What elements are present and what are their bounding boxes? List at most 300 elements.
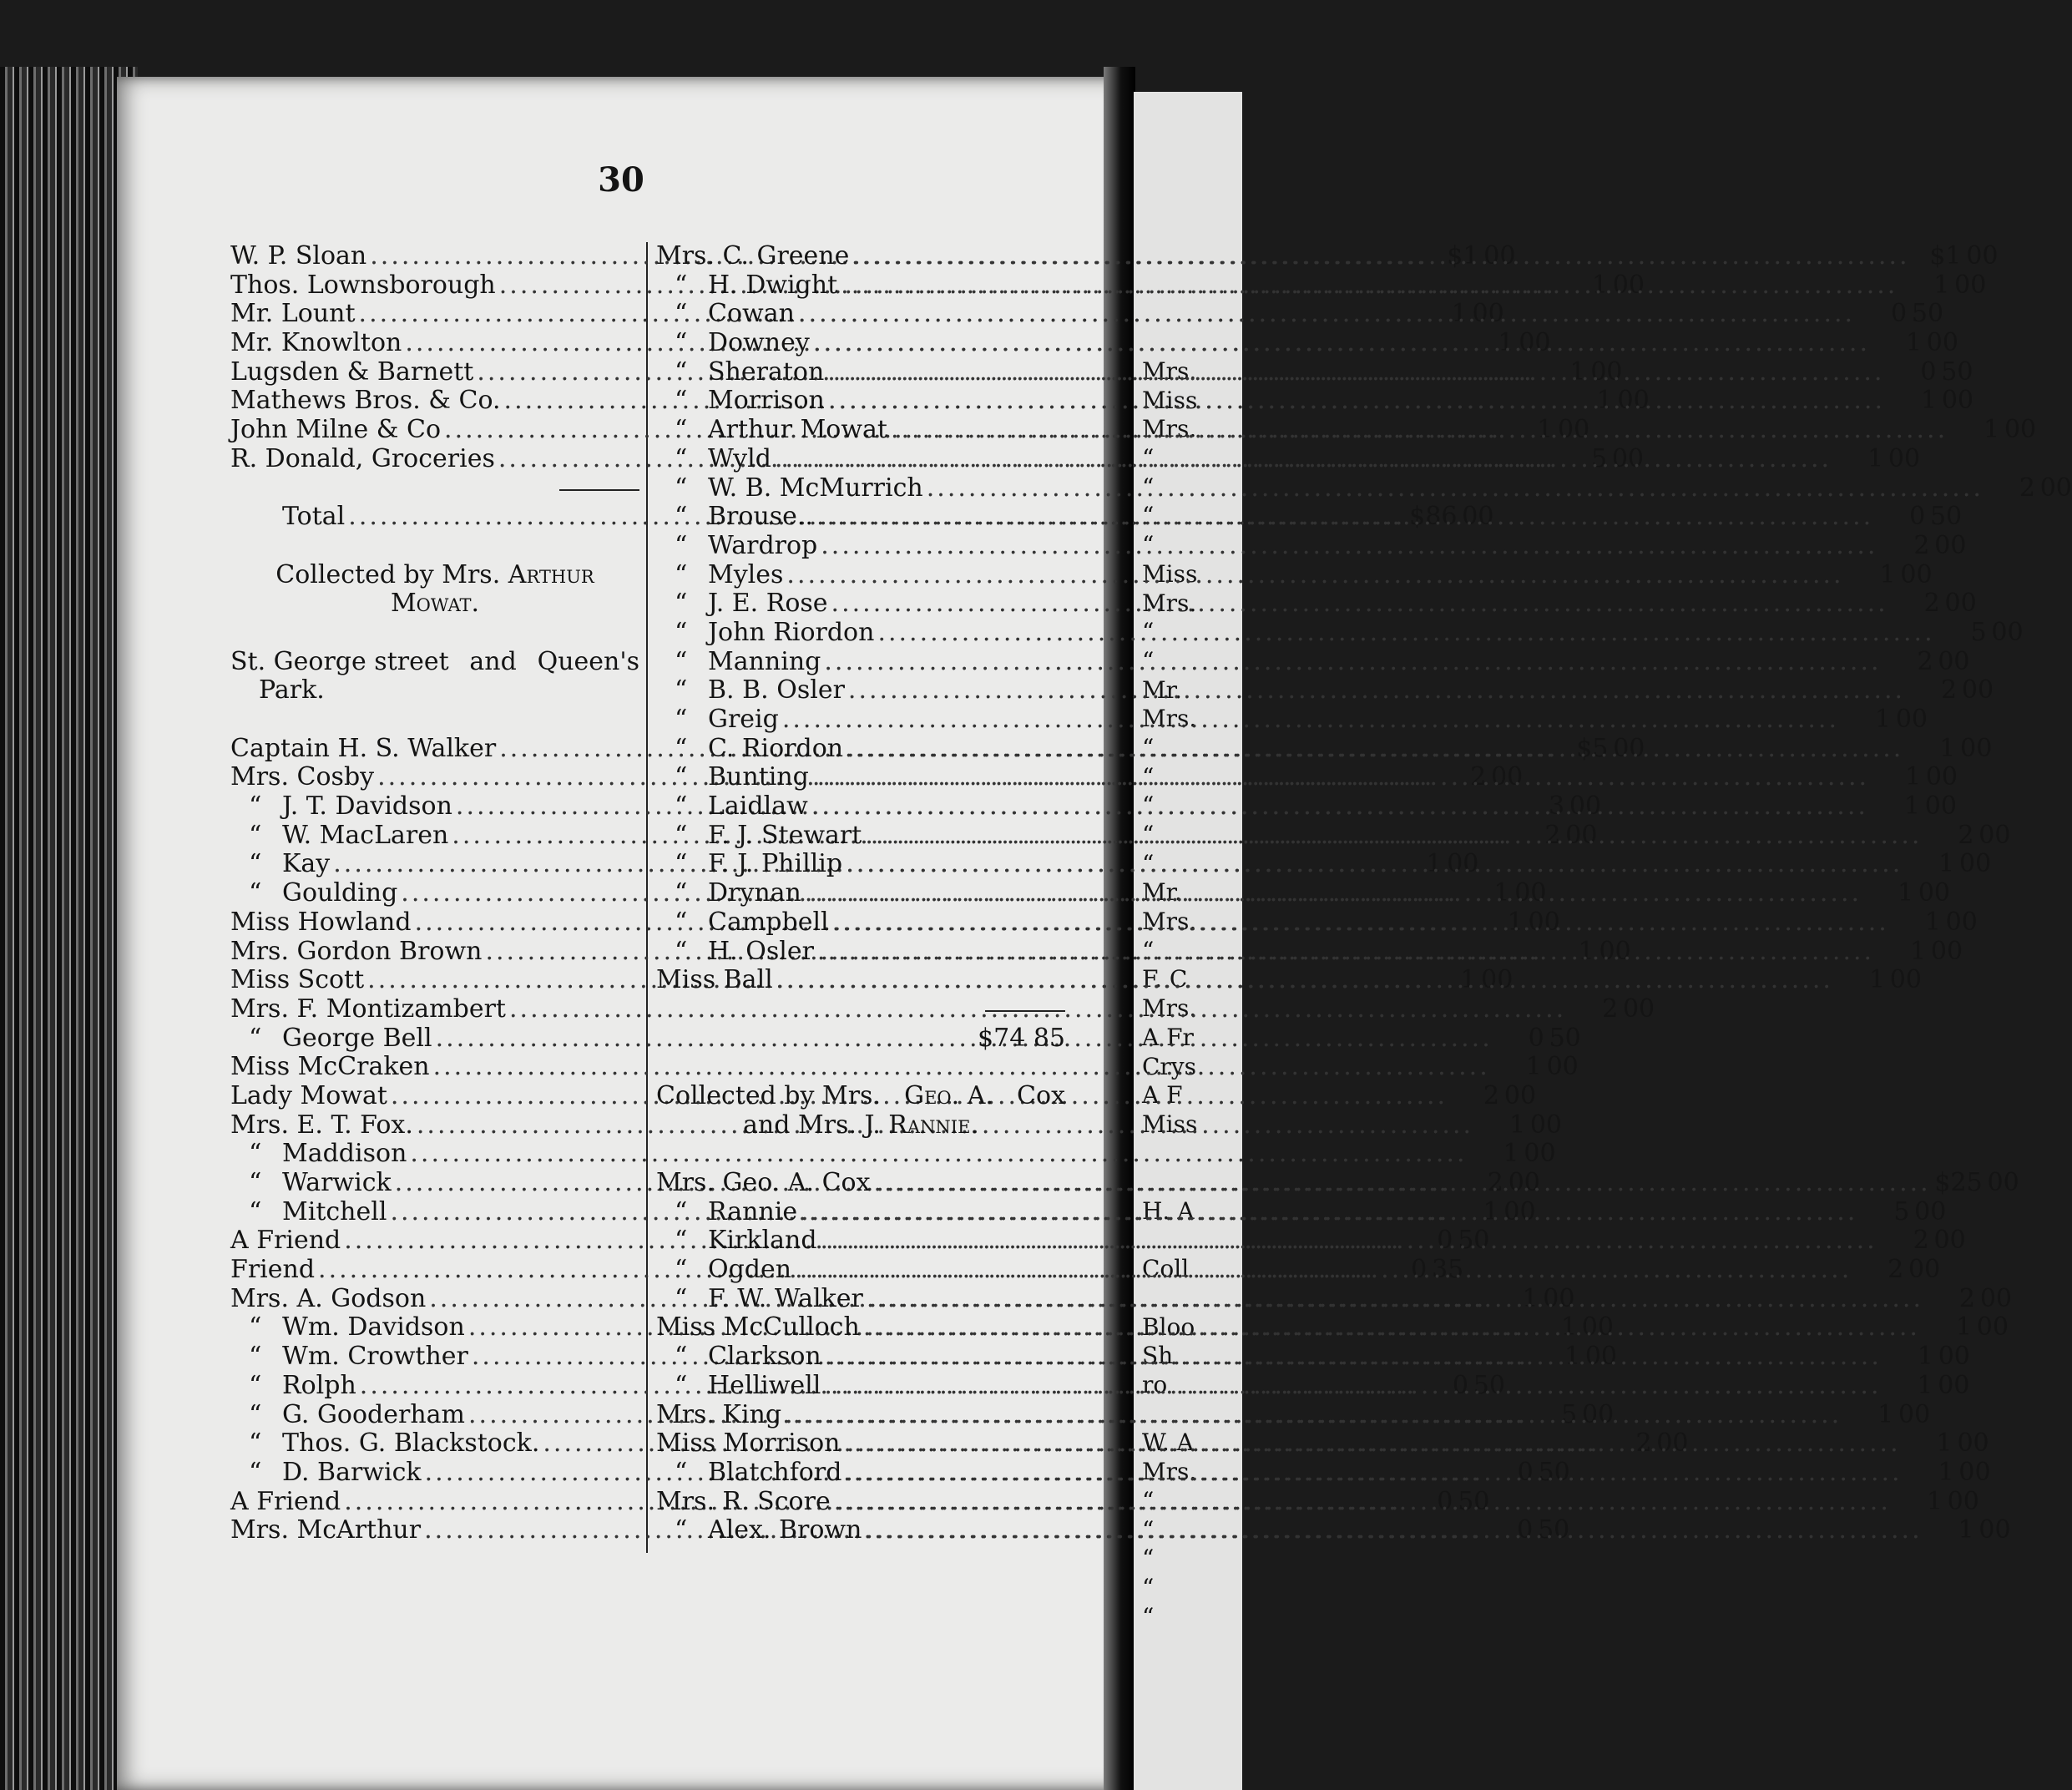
next-page-line: Mr. — [1142, 878, 1182, 907]
donor-name: “ F. W. Walker — [675, 1283, 863, 1313]
amount-dollars: 0 — [1411, 1255, 1428, 1285]
donor-name: “ Ogden — [675, 1255, 792, 1285]
ditto-mark: “ — [675, 1342, 688, 1372]
donor-name: “ Arthur Mowat — [675, 415, 887, 445]
donor-name: Mrs. A. Godson — [230, 1283, 427, 1313]
leader-dots — [841, 1459, 1902, 1488]
next-page-line: Miss — [1142, 386, 1198, 414]
donor-name: “ Maddison — [249, 1139, 407, 1169]
donor-name: Mrs. C. Greene — [656, 241, 850, 271]
amount-cents: 00 — [1987, 1168, 2019, 1197]
donor-name: Mr. Knowlton — [230, 328, 402, 358]
next-page-line: “ — [1142, 1573, 1155, 1601]
donor-name: Mrs. McArthur — [230, 1515, 422, 1545]
donor-name: Mrs. Geo. A. Cox — [656, 1168, 871, 1197]
donor-name: “ H. Osler — [675, 936, 814, 966]
leader-dots — [837, 271, 1898, 301]
leader-dots — [862, 822, 1922, 851]
leader-dots — [801, 879, 1862, 908]
donor-name: “ Morrison — [675, 386, 825, 416]
leader-dots — [842, 850, 1903, 879]
donation-row — [656, 1168, 2019, 1198]
amount-dollars: 2 — [1940, 675, 1958, 705]
amount-dollars: 1 — [1955, 1312, 1972, 1342]
leader-dots — [828, 589, 1888, 619]
amount-dollars: 0 — [1528, 1023, 1544, 1053]
amount-cents: 00 — [1914, 1196, 1947, 1226]
donor-name: “ J. E. Rose — [675, 589, 828, 619]
amount-dollars: 5 — [1893, 1196, 1910, 1226]
next-page-line: “ — [1142, 791, 1155, 820]
donor-name: “ Brouse.. — [675, 502, 813, 532]
donation-row — [656, 849, 1992, 879]
donor-name: “ Laidlaw — [675, 791, 808, 822]
amount-dollars: 0 — [1920, 356, 1937, 387]
leader-dots — [791, 1256, 1852, 1285]
amount-dollars: 0 — [1517, 1515, 1534, 1545]
donation-row — [656, 473, 2072, 503]
amount-dollars: 1 — [1933, 270, 1950, 300]
amount-dollars: 1 — [1868, 965, 1885, 995]
amount-cents: 00 — [1656, 1428, 1689, 1459]
leader-dots — [779, 705, 1839, 735]
donor-name: “ Drynan — [675, 878, 801, 908]
amount-dollars: $1 — [1447, 241, 1479, 271]
donor-name: Miss Morrison — [656, 1428, 841, 1459]
leader-dots — [771, 445, 1832, 474]
amount-dollars: 2 — [1635, 1428, 1652, 1459]
amount-dollars: 1 — [1867, 443, 1884, 473]
amount-dollars: 1 — [1920, 386, 1937, 416]
amount-dollars: 1 — [1503, 1139, 1519, 1169]
leader-dots — [863, 1285, 1923, 1314]
ditto-mark: “ — [249, 1370, 262, 1400]
amount-cents: 00 — [1558, 415, 1590, 445]
donor-name: “ Greig — [675, 705, 779, 734]
next-page-line: Mrs. — [1142, 705, 1197, 733]
next-page-line: ro — [1142, 1371, 1168, 1399]
leader-dots — [825, 387, 1885, 416]
donor-name: “ Rolph — [249, 1370, 356, 1400]
amount-cents: 00 — [1924, 791, 1957, 822]
donor-name: “ Sheraton — [675, 356, 825, 387]
amount-cents: 00 — [1546, 1052, 1579, 1082]
amount-dollars: 2 — [1602, 994, 1619, 1024]
ditto-mark: “ — [249, 1168, 262, 1198]
ditto-mark: “ — [675, 1370, 688, 1400]
amount-cents: 00 — [1938, 1370, 1970, 1400]
amount-dollars: 2 — [1888, 1255, 1904, 1285]
amount-cents: 50 — [1549, 1023, 1581, 1053]
area-heading-line1: St. George street and Queen's — [230, 646, 639, 676]
donor-name: “ Wyld — [675, 443, 771, 473]
donor-name: Miss McCraken — [230, 1052, 430, 1082]
amount-cents: 00 — [1888, 443, 1921, 473]
donation-row — [656, 936, 1963, 967]
next-page-line: “ — [1142, 733, 1155, 761]
donor-name: “ John Riordon — [675, 617, 875, 647]
amount-cents: 00 — [1599, 936, 1631, 966]
amount-cents: 00 — [1472, 299, 1504, 329]
next-page-line: Bloo — [1142, 1312, 1195, 1341]
amount-dollars: 1 — [1877, 1399, 1894, 1429]
donation-row — [230, 1139, 1556, 1169]
donor-name: “ Downey — [675, 328, 810, 358]
ditto-mark: “ — [675, 443, 688, 473]
amount-dollars: 0 — [1437, 1486, 1453, 1516]
cox-heading-line2: and Mrs. J. Rannie. — [743, 1110, 978, 1140]
amount-cents: 00 — [1483, 241, 1516, 271]
next-page-line: “ — [1142, 849, 1155, 877]
amount-cents: 00 — [1491, 762, 1524, 792]
amount-dollars: 1 — [1596, 386, 1613, 416]
amount-cents: 00 — [1590, 356, 1623, 387]
next-page-line: “ — [1142, 1545, 1155, 1573]
amount-cents: 00 — [2039, 473, 2072, 503]
amount-dollars: 1 — [1493, 878, 1510, 908]
ditto-mark: “ — [675, 705, 688, 734]
amount-dollars: 1 — [1522, 1283, 1539, 1313]
amount-cents: 00 — [1581, 1312, 1614, 1342]
amount-cents: 00 — [1508, 1168, 1540, 1198]
ditto-mark: “ — [675, 270, 688, 300]
amount-cents: 00 — [1966, 241, 1999, 271]
amount-dollars: 1 — [1591, 270, 1608, 300]
amount-cents: 00 — [1612, 270, 1645, 300]
amount-dollars: 1 — [1560, 1312, 1577, 1342]
next-page-line: Mrs. — [1142, 1458, 1197, 1486]
donor-name: “ Myles — [675, 559, 784, 589]
amount-cents: 00 — [1481, 965, 1514, 995]
donation-row — [656, 443, 1921, 474]
donor-name: Mrs. Cosby — [230, 762, 375, 792]
donor-name: “ Wm. Davidson — [249, 1312, 465, 1342]
leader-dots — [887, 416, 1948, 445]
amount-dollars: 1 — [1451, 299, 1468, 329]
amount-cents: 35 — [1432, 1255, 1464, 1285]
amount-dollars: 2 — [1958, 1283, 1976, 1313]
amount-dollars: 1 — [1525, 1052, 1542, 1082]
donor-name: Mathews Bros. & Co. — [230, 386, 501, 416]
donor-name: “ Kirkland — [675, 1226, 817, 1256]
amount-cents: 00 — [1933, 1226, 1966, 1256]
amount-dollars: 2 — [1917, 646, 1933, 676]
ditto-mark: “ — [249, 791, 262, 822]
amount-dollars: 5 — [1970, 617, 1987, 647]
ditto-mark: “ — [675, 762, 688, 792]
amount-dollars: 1 — [1924, 907, 1941, 937]
ditto-mark: “ — [675, 878, 688, 908]
amount-cents: 50 — [1911, 299, 1944, 329]
ditto-mark: “ — [249, 1023, 262, 1053]
ditto-mark: “ — [675, 530, 688, 560]
amount-dollars: 1 — [1917, 1370, 1933, 1400]
amount-cents: 00 — [1991, 617, 2024, 647]
donor-name: Miss McCulloch — [656, 1312, 860, 1342]
leader-dots — [817, 532, 1877, 561]
amount-cents: 00 — [1979, 820, 2011, 850]
amount-dollars: 2 — [1958, 820, 1974, 850]
amount-dollars: 1 — [1903, 791, 1920, 822]
donor-name: “ Manning — [675, 646, 821, 676]
ditto-mark: “ — [249, 1312, 262, 1342]
amount-cents: 00 — [1957, 1428, 1989, 1459]
amount-cents: 00 — [1938, 1342, 1970, 1372]
next-page-line: Mr. — [1142, 675, 1182, 704]
next-page-line: “ — [1142, 444, 1155, 473]
donor-name: “ Warwick — [249, 1168, 392, 1198]
leader-dots — [860, 1313, 1920, 1342]
donor-name: “ Wm. Crowther — [249, 1342, 468, 1372]
amount-cents: 00 — [1926, 328, 1958, 358]
leader-dots — [821, 1342, 1882, 1372]
amount-dollars: 2 — [1913, 1226, 1929, 1256]
ditto-mark: “ — [675, 386, 688, 416]
leader-dots — [814, 938, 1874, 967]
amount-cents: 00 — [1908, 1255, 1941, 1285]
donor-name: “ Thos. G. Blackstock. — [249, 1428, 540, 1459]
donor-name: “ B. B. Osler — [675, 675, 845, 705]
donor-name: A Friend — [230, 1486, 341, 1516]
amount-cents: 00 — [1581, 1399, 1615, 1429]
amount-dollars: 3 — [1548, 791, 1565, 822]
donor-name: “ W. MacLaren — [249, 820, 449, 850]
donor-name: W. P. Sloan — [230, 241, 367, 271]
amount-cents: 00 — [1938, 646, 1970, 676]
amount-dollars: 1 — [1509, 1110, 1526, 1140]
amount-dollars: 1 — [1936, 1428, 1953, 1459]
amount-cents: 50 — [1458, 1226, 1490, 1256]
leader-dots — [810, 329, 1870, 358]
amount-cents: 00 — [1979, 1283, 2013, 1313]
next-page-line: Mrs. — [1142, 415, 1197, 443]
next-page-line: Mrs. — [1142, 994, 1197, 1023]
ditto-mark: “ — [675, 791, 688, 822]
amount-cents: 00 — [1954, 270, 1987, 300]
donor-name: “ D. Barwick — [249, 1457, 422, 1487]
leader-dots — [840, 1429, 1900, 1459]
leader-dots — [821, 648, 1881, 677]
amount-dollars: $5 — [1576, 733, 1609, 763]
page-number: 30 — [598, 160, 644, 200]
donor-name: Captain H. S. Walker — [230, 733, 497, 763]
leader-dots — [874, 619, 1934, 648]
amount-cents: 00 — [1519, 328, 1551, 358]
area-heading-line2: Park. — [259, 675, 325, 705]
leader-dots — [783, 561, 1843, 590]
amount-dollars: 0 — [1517, 1457, 1534, 1487]
donation-row — [230, 994, 1655, 1024]
leader-dots — [813, 503, 1873, 532]
donation-row — [656, 270, 1987, 301]
leader-dots — [845, 676, 1905, 705]
ditto-mark: “ — [675, 820, 688, 850]
donor-name: Mrs. Gordon Brown — [230, 936, 483, 966]
ditto-mark: “ — [675, 589, 688, 619]
amount-dollars: 5 — [1561, 1399, 1578, 1429]
amount-dollars: 1 — [1537, 415, 1554, 445]
ditto-mark: “ — [249, 1457, 262, 1487]
donor-name: Miss Howland — [230, 907, 412, 937]
next-page-line: “ — [1142, 502, 1155, 530]
ditto-mark: “ — [249, 849, 262, 879]
amount-dollars: 0 — [1890, 299, 1908, 329]
amount-dollars: 2 — [1487, 1168, 1503, 1198]
donor-name: “ Mitchell — [249, 1196, 387, 1226]
subtotal-rule — [656, 995, 1065, 1024]
amount-cents: 00 — [1941, 386, 1973, 416]
ditto-mark: “ — [249, 1139, 262, 1169]
leader-dots — [809, 763, 1869, 792]
amount-dollars: $1 — [1929, 241, 1962, 271]
amount-dollars: 1 — [1564, 1342, 1581, 1372]
amount-cents: 00 — [1622, 994, 1655, 1024]
amount-dollars: 5 — [1590, 443, 1608, 473]
amount-cents: 00 — [1584, 1342, 1618, 1372]
amount-dollars: 1 — [1917, 1342, 1933, 1372]
ditto-mark: “ — [675, 299, 688, 329]
donation-row — [656, 1399, 1931, 1430]
donor-name: “ Alex. Brown — [675, 1515, 862, 1545]
amount-dollars: 1 — [1938, 849, 1955, 879]
amount-cents: 00 — [1543, 1283, 1575, 1313]
cox-heading-line1: Collected by Mrs. Geo. A. Cox — [656, 1080, 1065, 1110]
next-page-line: Coll — [1142, 1255, 1190, 1283]
next-page-line: “ — [1142, 762, 1155, 791]
amount-dollars: 1 — [1569, 356, 1586, 387]
ditto-mark: “ — [675, 646, 688, 676]
donor-name: “ Bunting — [675, 762, 809, 792]
donor-name: “ F. J. Phillip — [675, 849, 843, 879]
ditto-mark: “ — [675, 1255, 688, 1285]
amount-cents: 00 — [1617, 386, 1650, 416]
donor-name: Mrs. F. Montizambert — [230, 994, 506, 1024]
leader-dots — [797, 1198, 1857, 1227]
amount-dollars: 1 — [1874, 705, 1892, 734]
donor-name: “ Helliwell — [675, 1370, 821, 1400]
amount-cents: 00 — [1898, 1399, 1931, 1429]
donor-name: “ Rannie — [675, 1196, 798, 1226]
amount-cents: 00 — [1959, 849, 1992, 879]
donor-name: “ C. Riordon — [675, 733, 844, 763]
leader-dots — [862, 1516, 1922, 1545]
amount-dollars: 1 — [1984, 415, 2000, 445]
donor-name: “ Clarkson — [675, 1342, 821, 1372]
ditto-mark: “ — [249, 1196, 262, 1226]
amount-dollars: 1 — [1879, 559, 1896, 589]
ditto-mark: “ — [675, 1457, 688, 1487]
amount-cents: 00 — [1925, 762, 1958, 792]
ditto-mark: “ — [675, 328, 688, 358]
donor-name: “ G. Gooderham — [249, 1399, 466, 1429]
next-page-line: Miss — [1142, 559, 1198, 588]
ditto-mark: “ — [675, 1515, 688, 1545]
ditto-mark: “ — [675, 849, 688, 879]
amount-cents: 00 — [1447, 849, 1479, 879]
amount-cents: 00 — [1979, 1515, 2011, 1545]
amount-dollars: $25 — [1934, 1168, 1983, 1197]
leader-dots — [781, 1401, 1842, 1430]
donor-name: “ Campbell — [675, 907, 829, 937]
donor-name: “ Blatchford — [675, 1457, 842, 1487]
amount-cents: 00 — [1930, 936, 1963, 966]
donation-row — [656, 733, 1993, 764]
ditto-mark: “ — [675, 617, 688, 647]
amount-cents: 00 — [1961, 675, 1994, 705]
next-page-line: W. A — [1142, 1428, 1194, 1457]
donor-name: “ Kay — [249, 849, 331, 879]
amount-dollars: 1 — [1938, 1457, 1954, 1487]
leader-dots — [795, 300, 1855, 329]
next-page-line: Mrs. — [1142, 908, 1197, 936]
leader-dots — [831, 1488, 1891, 1517]
ditto-mark: “ — [675, 675, 688, 705]
amount-cents: 00 — [2004, 415, 2037, 445]
leader-dots — [843, 735, 1903, 764]
next-page-line: “ — [1142, 821, 1155, 848]
donor-name: Lady Mowat — [230, 1080, 387, 1110]
total-dollars: $86 — [1409, 502, 1458, 532]
total-rule — [230, 474, 639, 503]
amount-dollars: 2 — [1913, 530, 1930, 560]
ditto-mark: “ — [675, 1283, 688, 1313]
donor-name: “ Wardrop — [675, 530, 818, 560]
donation-row — [656, 1283, 2013, 1314]
amount-cents: 50 — [1538, 1457, 1570, 1487]
amount-cents: 00 — [1503, 1080, 1537, 1110]
amount-dollars: 1 — [1939, 733, 1956, 763]
next-page-line: “ — [1142, 1515, 1155, 1544]
amount-dollars: 1 — [1909, 936, 1927, 966]
next-page-line: “ — [1142, 936, 1155, 964]
donation-row — [656, 762, 1958, 792]
next-page-line: H. A — [1142, 1196, 1195, 1225]
ditto-mark: “ — [675, 415, 688, 445]
next-page-line: A Fr — [1142, 1023, 1194, 1051]
donation-row — [656, 646, 1970, 677]
amount-cents: 00 — [1960, 733, 1993, 763]
donation-row — [656, 820, 2011, 851]
amount-cents: 00 — [1947, 1486, 1979, 1516]
next-page-line: “ — [1142, 646, 1155, 675]
next-page-line: F. C — [1142, 965, 1188, 994]
ditto-mark: “ — [249, 1399, 262, 1429]
leader-dots — [871, 1169, 1931, 1198]
donation-row — [656, 617, 2024, 648]
next-page-line: “ — [1142, 473, 1155, 501]
leader-dots — [821, 1372, 1881, 1401]
amount-dollars: 1 — [1578, 936, 1594, 966]
donation-row — [656, 328, 1958, 358]
subtotal: $74 85 — [978, 1023, 1065, 1053]
donor-name: Mr. Lount — [230, 299, 356, 329]
amount-dollars: 1 — [1498, 328, 1514, 358]
donor-name: “ George Bell — [249, 1023, 432, 1053]
leader-dots — [824, 358, 1884, 387]
donation-row — [656, 241, 1999, 271]
amount-cents: 00 — [1895, 705, 1928, 734]
donor-name: “ Cowan — [675, 299, 795, 329]
total-label: Total — [282, 502, 346, 532]
next-page-line: Sh — [1142, 1342, 1174, 1370]
amount-cents: 00 — [1900, 559, 1933, 589]
donor-name: “ W. B. McMurrich — [675, 473, 923, 503]
total-cents: 00 — [1462, 502, 1494, 532]
donor-name: Friend — [230, 1255, 316, 1285]
amount-dollars: 0 — [1452, 1370, 1468, 1400]
ditto-mark: “ — [675, 356, 688, 387]
next-page-line: Crys — [1142, 1052, 1196, 1080]
